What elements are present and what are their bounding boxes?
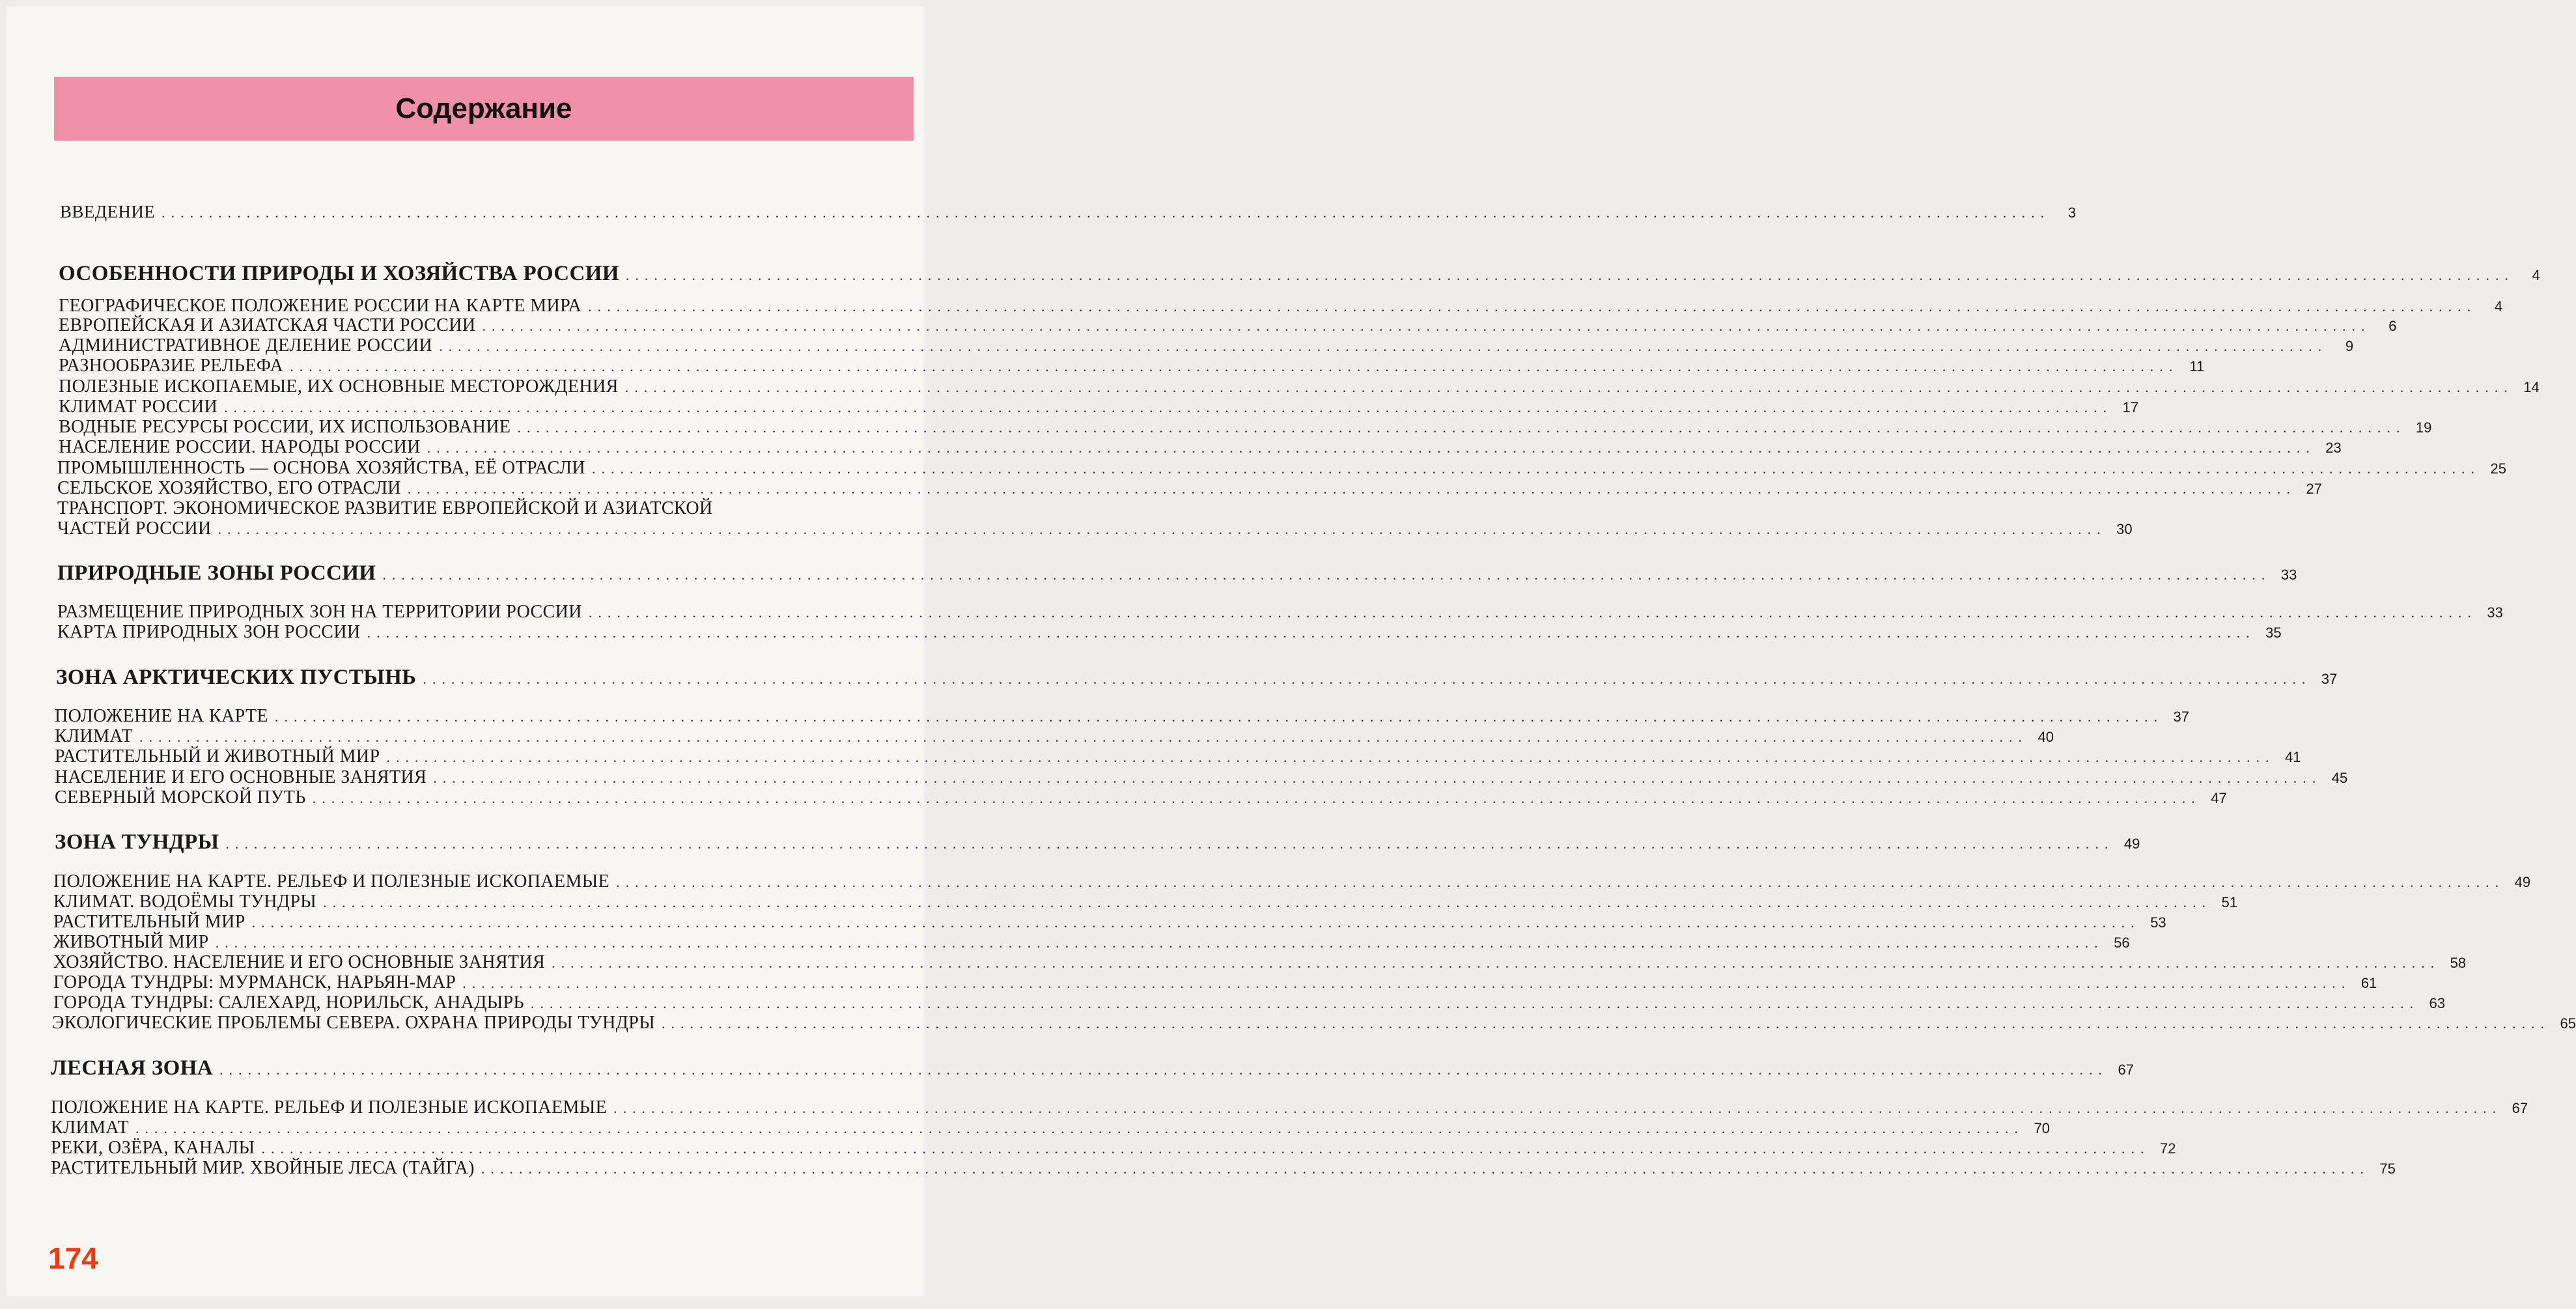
toc-entry — [59, 376, 2540, 397]
toc-leader-dots: ........................................................................................................................................................................................................ — [290, 358, 2179, 374]
toc-entry — [53, 952, 2467, 973]
page-title: Содержание — [395, 92, 572, 124]
toc-label: ПРИРОДНЫЕ ЗОНЫ РОССИИ — [57, 561, 376, 585]
toc-leader-dots: ........................................................................................................................................................................................................ — [427, 440, 2316, 456]
toc-label: ПРОМЫШЛЕННОСТЬ — ОСНОВА ХОЗЯЙСТВА, ЕЁ ОТРАСЛИ — [57, 458, 586, 478]
toc-entry — [59, 397, 2139, 417]
toc-entry — [57, 478, 2322, 499]
toc-page-number: 61 — [2360, 975, 2377, 991]
toc-page-number: 47 — [2211, 790, 2227, 806]
toc-page-number: 51 — [2221, 894, 2238, 910]
toc-leader-dots: ........................................................................................................................................................................................................ — [219, 1062, 2108, 1078]
toc-entry — [52, 1013, 2576, 1034]
toc-leader-dots: ........................................................................................................................................................................................................ — [433, 770, 2322, 786]
toc-leader-dots: ........................................................................................................................................................................................................ — [462, 975, 2351, 991]
toc-label: ПОЛЕЗНЫЕ ИСКОПАЕМЫЕ, ИХ ОСНОВНЫЕ МЕСТОРОЖДЕНИЯ — [59, 376, 619, 397]
toc-page-number: 11 — [2189, 358, 2205, 374]
table-of-contents — [7, 7, 2576, 1296]
toc-page-number: 49 — [2514, 874, 2531, 890]
toc-entry — [53, 912, 2166, 933]
toc-leader-dots: ........................................................................................................................................................................................................ — [225, 836, 2114, 852]
toc-label: РАСТИТЕЛЬНЫЙ МИР — [53, 912, 245, 932]
toc-page-number: 14 — [2523, 379, 2540, 395]
toc-label: СЕЛЬСКОЕ ХОЗЯЙСТВО, ЕГО ОТРАСЛИ — [57, 478, 401, 498]
toc-leader-dots: ........................................................................................................................................................................................................ — [625, 267, 2514, 283]
toc-leader-dots: ........................................................................................................................................................................................................ — [552, 955, 2441, 971]
toc-leader-dots: ........................................................................................................................................................................................................ — [215, 935, 2104, 951]
toc-leader-dots: ........................................................................................................................................................................................................ — [407, 481, 2296, 497]
toc-page-number: 30 — [2116, 521, 2133, 537]
toc-page-number: 25 — [2490, 460, 2507, 477]
toc-leader-dots: ........................................................................................................................................................................................................ — [530, 995, 2419, 1011]
page-number: 174 — [48, 1241, 98, 1275]
toc-section — [57, 561, 2297, 585]
toc-entry — [53, 992, 2445, 1013]
toc-leader-dots: ........................................................................................................................................................................................................ — [439, 338, 2328, 354]
toc-leader-dots: ........................................................................................................................................................................................................ — [217, 521, 2107, 537]
toc-entry — [55, 726, 2054, 747]
toc-label: ТРАНСПОРТ. ЭКОНОМИЧЕСКОЕ РАЗВИТИЕ ЕВРОПЕЙСКОЙ И АЗИАТСКОЙ — [57, 498, 713, 518]
toc-leader-dots: ........................................................................................................................................................................................................ — [382, 567, 2271, 583]
toc-leader-dots: ........................................................................................................................................................................................................ — [613, 1100, 2502, 1116]
toc-label: КЛИМАТ. ВОДОЁМЫ ТУНДРЫ — [53, 892, 317, 912]
toc-section — [51, 1056, 2134, 1080]
toc-leader-dots: ........................................................................................................................................................................................................ — [312, 790, 2201, 806]
toc-label: РАЗМЕЩЕНИЕ ПРИРОДНЫХ ЗОН НА ТЕРРИТОРИИ РОССИИ — [57, 602, 582, 622]
toc-entry — [53, 892, 2238, 912]
toc-page-number: 63 — [2429, 995, 2445, 1011]
toc-label: ГЕОГРАФИЧЕСКОЕ ПОЛОЖЕНИЕ РОССИИ НА КАРТЕ МИРА — [59, 296, 582, 316]
toc-label: ЭКОЛОГИЧЕСКИЕ ПРОБЛЕМЫ СЕВЕРА. ОХРАНА ПРИРОДЫ ТУНДРЫ — [52, 1013, 656, 1033]
toc-leader-dots: ........................................................................................................................................................................................................ — [616, 874, 2505, 890]
toc-label: ПОЛОЖЕНИЕ НА КАРТЕ — [55, 706, 268, 726]
toc-leader-dots: ........................................................................................................................................................................................................ — [386, 749, 2275, 765]
toc-label: НАСЕЛЕНИЕ И ЕГО ОСНОВНЫЕ ЗАНЯТИЯ — [55, 767, 427, 787]
toc-page-number: 72 — [2160, 1140, 2176, 1157]
toc-leader-dots: ........................................................................................................................................................................................................ — [662, 1015, 2551, 1032]
toc-label: КЛИМАТ — [51, 1118, 130, 1138]
toc-label: ВОДНЫЕ РЕСУРСЫ РОССИИ, ИХ ИСПОЛЬЗОВАНИЕ — [59, 417, 511, 437]
toc-page-number: 37 — [2173, 709, 2189, 725]
toc-entry — [59, 437, 2342, 458]
toc-leader-dots: ........................................................................................................................................................................................................ — [517, 419, 2406, 436]
toc-entry — [55, 706, 2189, 727]
toc-leader-dots: ........................................................................................................................................................................................................ — [261, 1140, 2150, 1157]
toc-label: РАЗНООБРАЗИЕ РЕЛЬЕФА — [59, 356, 284, 376]
toc-leader-dots: ........................................................................................................................................................................................................ — [481, 1161, 2370, 1177]
toc-section — [56, 666, 2338, 690]
toc-label: ГОРОДА ТУНДРЫ: САЛЕХАРД, НОРИЛЬСК, АНАДЫРЬ — [53, 992, 524, 1013]
toc-entry — [55, 787, 2227, 808]
toc-label: КЛИМАТ РОССИИ — [59, 397, 218, 417]
toc-label: РАСТИТЕЛЬНЫЙ И ЖИВОТНЫЙ МИР — [55, 746, 380, 767]
toc-page-number: 3 — [2067, 204, 2077, 221]
toc-label: СЕВЕРНЫЙ МОРСКОЙ ПУТЬ — [55, 787, 306, 808]
toc-entry — [57, 498, 904, 519]
toc-label: ПОЛОЖЕНИЕ НА КАРТЕ. РЕЛЬЕФ И ПОЛЕЗНЫЕ ИСКОПАЕМЫЕ — [51, 1097, 608, 1118]
toc-label: ГОРОДА ТУНДРЫ: МУРМАНСК, НАРЬЯН-МАР — [53, 972, 456, 992]
toc-page-number: 4 — [2532, 267, 2540, 283]
toc-leader-dots: ........................................................................................................................................................................................................ — [135, 1120, 2024, 1136]
toc-page-number: 65 — [2560, 1015, 2576, 1032]
toc-label: ХОЗЯЙСТВО. НАСЕЛЕНИЕ И ЕГО ОСНОВНЫЕ ЗАНЯТИЯ — [53, 952, 546, 972]
toc-leader-dots: ........................................................................................................................................................................................................ — [624, 379, 2513, 395]
toc-label: ЧАСТЕЙ РОССИИ — [57, 518, 212, 539]
toc-label: ВВЕДЕНИЕ — [60, 202, 156, 221]
toc-label: ОСОБЕННОСТИ ПРИРОДЫ И ХОЗЯЙСТВА РОССИИ — [59, 262, 619, 285]
toc-entry — [51, 1097, 2528, 1118]
toc-entry — [59, 335, 2354, 356]
toc-label: КАРТА ПРИРОДНЫХ ЗОН РОССИИ — [57, 622, 361, 642]
toc-entry — [59, 296, 2503, 317]
toc-label: ЕВРОПЕЙСКАЯ И АЗИАТСКАЯ ЧАСТИ РОССИИ — [59, 315, 476, 335]
toc-label: АДМИНИСТРАТИВНОЕ ДЕЛЕНИЕ РОССИИ — [59, 335, 433, 356]
toc-leader-dots: ........................................................................................................................................................................................................ — [224, 399, 2113, 415]
toc-page-number: 58 — [2450, 955, 2467, 971]
toc-entry — [53, 972, 2377, 993]
toc-leader-dots: ........................................................................................................................................................................................................ — [161, 204, 2051, 221]
toc-section — [55, 830, 2140, 854]
toc-leader-dots: ........................................................................................................................................................................................................ — [588, 604, 2477, 621]
toc-entry — [51, 1138, 2176, 1159]
toc-page-number: 45 — [2331, 770, 2348, 786]
toc-entry — [59, 315, 2397, 336]
toc-page-number: 70 — [2034, 1120, 2051, 1136]
toc-entry — [57, 518, 2133, 539]
toc-page-number: 17 — [2122, 399, 2139, 415]
toc-label: ЖИВОТНЫЙ МИР — [53, 932, 209, 952]
toc-entry — [57, 458, 2507, 479]
toc-page-number: 67 — [2118, 1062, 2134, 1078]
toc-page-number: 67 — [2512, 1100, 2528, 1116]
toc-page-number: 9 — [2345, 338, 2354, 354]
toc-label: НАСЕЛЕНИЕ РОССИИ. НАРОДЫ РОССИИ — [59, 437, 421, 457]
toc-page-number: 33 — [2280, 567, 2297, 583]
toc-label: РЕКИ, ОЗЁРА, КАНАЛЫ — [51, 1138, 255, 1158]
toc-entry — [60, 202, 2077, 222]
toc-page-number: 37 — [2321, 671, 2338, 687]
toc-leader-dots: ........................................................................................................................................................................................................ — [139, 729, 2028, 745]
toc-leader-dots: ........................................................................................................................................................................................................ — [323, 894, 2212, 910]
toc-entry — [55, 767, 2348, 788]
toc-leader-dots: ........................................................................................................................................................................................................ — [367, 625, 2256, 641]
toc-page-number: 56 — [2114, 935, 2130, 951]
toc-label: КЛИМАТ — [55, 726, 133, 746]
book-page — [7, 7, 2576, 1296]
toc-page-number: 33 — [2487, 604, 2503, 621]
toc-page-number: 27 — [2306, 481, 2322, 497]
toc-entry — [59, 417, 2432, 438]
toc-page-number: 19 — [2415, 419, 2432, 436]
toc-page-number: 6 — [2388, 318, 2397, 334]
toc-entry — [51, 1118, 2051, 1138]
toc-page-number: 49 — [2123, 836, 2140, 852]
toc-page-number: 40 — [2037, 729, 2054, 745]
toc-label: ПОЛОЖЕНИЕ НА КАРТЕ. РЕЛЬЕФ И ПОЛЕЗНЫЕ ИСКОПАЕМЫЕ — [53, 871, 610, 892]
toc-entry — [53, 932, 2130, 953]
toc-page-number: 35 — [2265, 625, 2282, 641]
toc-leader-dots: ........................................................................................................................................................................................................ — [482, 318, 2371, 334]
toc-entry — [53, 871, 2531, 892]
toc-entry — [51, 1158, 2396, 1179]
toc-entry — [59, 356, 2205, 376]
toc-leader-dots: ........................................................................................................................................................................................................ — [274, 709, 2163, 725]
toc-leader-dots: ........................................................................................................................................................................................................ — [251, 914, 2140, 931]
toc-label: ЛЕСНАЯ ЗОНА — [51, 1056, 213, 1080]
toc-entry — [57, 602, 2503, 623]
toc-page-number: 75 — [2379, 1161, 2396, 1177]
toc-label: РАСТИТЕЛЬНЫЙ МИР. ХВОЙНЫЕ ЛЕСА (ТАЙГА) — [51, 1158, 475, 1178]
toc-section — [59, 262, 2540, 286]
toc-label: ЗОНА ТУНДРЫ — [55, 830, 219, 854]
toc-entry — [55, 746, 2301, 767]
toc-page-number: 41 — [2284, 749, 2301, 765]
toc-leader-dots: ........................................................................................................................................................................................................ — [588, 298, 2477, 315]
toc-page-number: 23 — [2325, 440, 2342, 456]
toc-page-number: 4 — [2494, 298, 2503, 315]
toc-entry — [57, 622, 2282, 643]
toc-label: ЗОНА АРКТИЧЕСКИХ ПУСТЫНЬ — [56, 666, 417, 689]
toc-leader-dots: ........................................................................................................................................................................................................ — [592, 460, 2481, 477]
toc-leader-dots: ........................................................................................................................................................................................................ — [423, 671, 2312, 687]
toc-page-number: 53 — [2150, 914, 2166, 931]
